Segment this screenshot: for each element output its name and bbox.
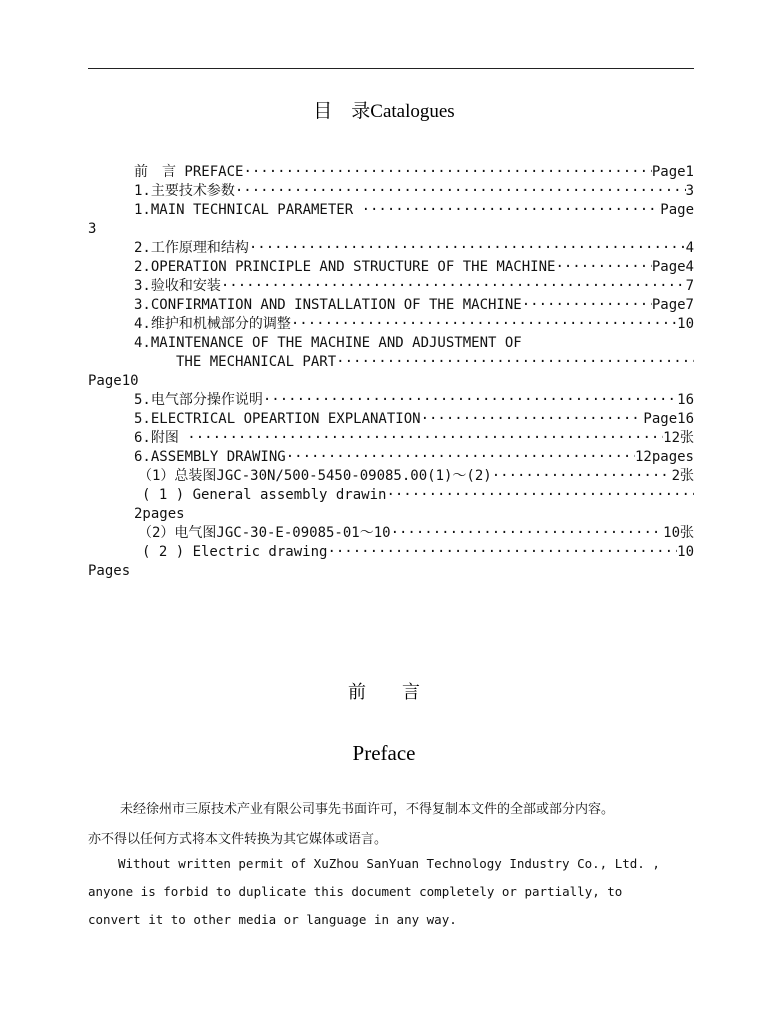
toc-entry[interactable] (142, 543, 694, 561)
toc-leader (249, 239, 686, 257)
toc-leader (187, 429, 663, 447)
toc-leader (555, 258, 651, 276)
toc-label: 6.附图 (134, 430, 188, 446)
toc-wrap-text: 4.MAINTENANCE OF THE MACHINE AND ADJUSTMENT OF (134, 335, 522, 351)
toc-leader (522, 296, 652, 314)
toc-label: 1.MAIN TECHNICAL PARAMETER (134, 202, 362, 218)
toc-wrap-text: 3 (88, 221, 97, 237)
toc-label: 2.工作原理和结构 (134, 240, 249, 256)
toc-label: （1）总装图JGC-30N/500-5450-09085.00(1)～(2) (138, 468, 492, 484)
toc-wrap-text: Pages (88, 563, 131, 579)
toc-entry[interactable] (134, 163, 694, 181)
toc-entry[interactable] (176, 353, 694, 371)
toc-entry[interactable] (134, 182, 694, 200)
toc-leader (243, 163, 651, 181)
preface-en-paragraph-line: anyone is forbid to duplicate this document completely or partially, to (88, 884, 623, 899)
toc-label: ( 2 ) Electric drawing (142, 544, 328, 560)
toc-entry[interactable] (142, 486, 694, 504)
catalogue-title: 目 录Catalogues (313, 101, 455, 122)
toc-page: 12张 (663, 430, 694, 446)
toc-page: 10张 (663, 525, 694, 541)
toc-entry[interactable] (134, 448, 694, 466)
toc-label: ( 1 ) General assembly drawin (142, 487, 387, 503)
toc-leader (362, 201, 661, 219)
toc-page: 10 (677, 544, 694, 560)
toc-page: 16 (677, 392, 694, 408)
toc-wrap-text: Page10 (88, 373, 139, 389)
header-rule (88, 68, 694, 69)
toc-page: 3 (685, 183, 694, 199)
toc-entry[interactable] (134, 315, 694, 333)
toc-entry[interactable] (134, 201, 694, 219)
toc-label: 2.OPERATION PRINCIPLE AND STRUCTURE OF THE MACHINE (134, 259, 556, 275)
toc-label: THE MECHANICAL PART (176, 354, 337, 370)
toc-label: 5.ELECTRICAL OPEARTION EXPLANATION (134, 411, 421, 427)
toc-page: 12pages (634, 449, 694, 465)
toc-label: 4.维护和机械部分的调整 (134, 316, 291, 332)
toc-leader (421, 410, 644, 428)
preface-cn-title: 前 言 (348, 682, 420, 703)
toc-leader (492, 467, 672, 485)
toc-page: Page1 (651, 164, 694, 180)
toc-leader (221, 277, 686, 295)
toc-leader (291, 315, 677, 333)
toc-label: 1.主要技术参数 (134, 183, 235, 199)
toc-label: 5.电气部分操作说明 (134, 392, 263, 408)
toc-entry[interactable] (134, 391, 694, 409)
toc-label: 6.ASSEMBLY DRAWING (134, 449, 286, 465)
toc-page: 4 (685, 240, 694, 256)
toc-label: 3.CONFIRMATION AND INSTALLATION OF THE MACHINE (134, 297, 522, 313)
toc-leader (263, 391, 677, 409)
toc-entry[interactable] (134, 429, 694, 447)
toc-page: 2张 (671, 468, 694, 484)
toc-page: Page7 (651, 297, 694, 313)
toc-leader (386, 486, 694, 504)
toc-label: 3.验收和安装 (134, 278, 221, 294)
preface-en-title: Preface (352, 741, 416, 765)
preface-en-paragraph-line: convert it to other media or language in any way. (88, 912, 457, 927)
toc-page: Page4 (651, 259, 694, 275)
toc-leader (327, 543, 677, 561)
toc-leader (336, 353, 694, 371)
toc-entry[interactable] (134, 277, 694, 295)
toc-entry[interactable] (138, 524, 694, 542)
toc-entry[interactable] (138, 467, 694, 485)
toc-entry[interactable] (134, 410, 694, 428)
toc-page: 7 (685, 278, 694, 294)
toc-label: 前 言 PREFACE (134, 164, 244, 180)
toc-wrap-text: 2pages (134, 506, 185, 522)
preface-cn-paragraph-line: 亦不得以任何方式将本文件转换为其它媒体或语言。 (88, 832, 388, 847)
preface-cn-paragraph-line: 未经徐州市三原技术产业有限公司事先书面许可，不得复制本文件的全部或部分内容。 (120, 802, 615, 817)
toc-entry[interactable] (134, 296, 694, 314)
toc-entry[interactable] (134, 258, 694, 276)
toc-page: Page (660, 202, 694, 218)
toc-entry[interactable] (134, 239, 694, 257)
toc-label: （2）电气图JGC-30-E-09085-01～10 (138, 525, 391, 541)
preface-en-paragraph-line: Without written permit of XuZhou SanYuan Technology Industry Co., Ltd. , (118, 856, 660, 871)
toc-page: Page16 (643, 411, 694, 427)
toc-leader (235, 182, 686, 200)
toc-page: 10 (677, 316, 694, 332)
toc-leader (286, 448, 635, 466)
toc-leader (391, 524, 664, 542)
